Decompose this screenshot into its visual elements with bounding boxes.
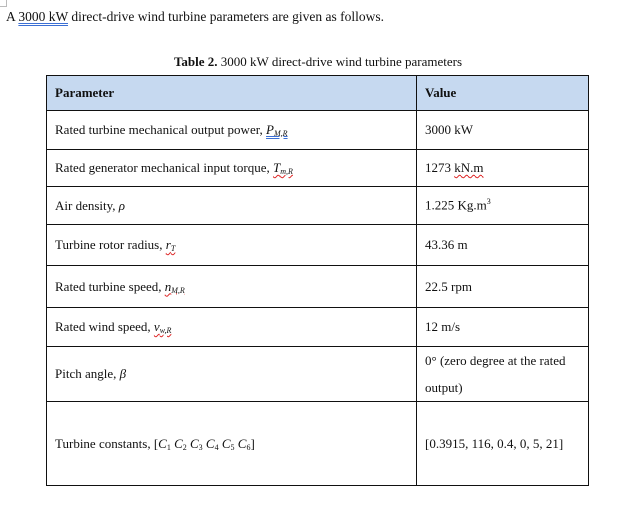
const: C [190,435,199,451]
header-parameter: Parameter [47,76,417,111]
const-sub: 6 [246,442,251,452]
label-end: ] [250,435,255,451]
param-label: Rated turbine mechanical output power, [55,122,267,137]
param-label: Rated wind speed, [55,319,154,334]
const: C [221,435,231,451]
const-sub: 1 [166,442,171,452]
const: C [205,435,215,451]
param-label: Pitch angle, [55,366,120,381]
intro-prefix: A [6,9,19,24]
const-sub: 5 [230,442,235,452]
value-number: 1273 [425,160,455,175]
const: C [237,435,247,451]
intro-paragraph [6,9,384,25]
param-label: Rated turbine speed, [55,278,165,294]
value-line: 0° (zero degree at the rated [425,353,566,368]
table-row [47,266,589,308]
table-row [47,347,589,402]
const-sub: 4 [214,442,219,452]
param-symbol [266,122,288,137]
param-label: Turbine constants, [ [55,435,159,451]
header-value: Value [417,76,589,111]
table-row [47,308,589,347]
symbol: β [119,366,127,381]
value-sup: 3 [486,197,491,207]
value-cell [417,347,589,402]
param-symbol [165,279,185,294]
value-number: 1.225 Kg.m [425,197,487,213]
page-corner-mark [0,0,7,7]
const-sub: 3 [198,442,203,452]
value-cell [417,187,589,225]
symbol: n [164,278,172,294]
table-caption [0,54,620,70]
table-row [47,225,589,266]
param-cell [47,225,417,266]
parameters-table [46,75,589,486]
symbol-sub: w,R [159,326,172,335]
table-row [47,150,589,187]
symbol-sub: M,R [273,129,288,138]
param-symbol [166,237,176,252]
symbol: v [153,319,160,334]
symbol: P [266,122,274,137]
param-label: Turbine rotor radius, [55,237,166,252]
const: C [174,435,183,451]
symbol-sub: M,R [171,285,185,295]
intro-suffix: direct-drive wind turbine parameters are given as follows. [68,9,385,24]
caption-text: 3000 kW direct-drive wind turbine parameters [217,54,463,69]
value-cell: 12 m/s [417,308,589,347]
value-line: output) [425,380,463,395]
param-cell [47,402,417,486]
param-cell [47,308,417,347]
symbol-sub: T [170,244,176,253]
value-cell: 3000 kW [417,111,589,150]
param-label: Rated generator mechanical input torque, [55,160,274,175]
param-symbol [154,319,171,334]
table-header-row [47,76,589,111]
table-row [47,402,589,486]
value-cell: [0.3915, 116, 0.4, 0, 5, 21] [417,402,589,486]
intro-highlight: 3000 kW [18,9,69,24]
table-row [47,111,589,150]
symbol-sub: m,R [280,167,293,176]
value-cell [417,150,589,187]
value-unit: kN.m [454,160,484,175]
param-symbol [273,160,293,175]
const: C [158,435,167,451]
value-cell: 22.5 rpm [417,266,589,308]
const-sub: 2 [182,442,187,452]
param-cell [47,150,417,187]
symbol: T [273,160,281,175]
param-cell [47,347,417,402]
param-cell [47,266,417,308]
value-cell: 43.36 m [417,225,589,266]
param-cell [47,111,417,150]
table-row [47,187,589,225]
symbol: ρ [118,197,126,213]
caption-label: Table 2. [173,54,218,69]
param-label: Air density, [55,197,119,213]
param-cell [47,187,417,225]
symbol: r [165,237,171,252]
